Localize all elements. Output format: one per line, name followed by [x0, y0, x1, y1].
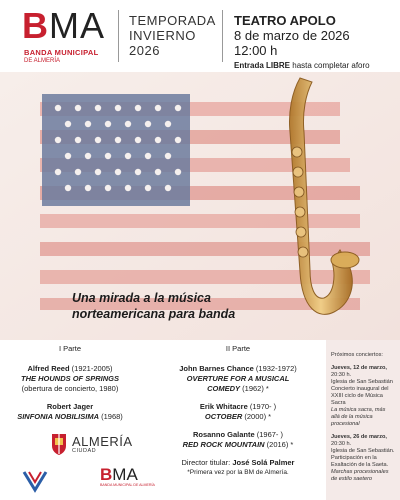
composer-name: Robert Jager [46, 402, 94, 411]
tagline [72, 290, 235, 322]
tagline-line: Una mirada a la música [72, 291, 211, 305]
composer-name: Erik Whitacre [199, 402, 248, 411]
event-date: Jueves, 26 de marzo, [331, 434, 387, 440]
venue-name: TEATRO APOLO [234, 13, 336, 28]
upcoming-event [331, 365, 395, 428]
work-title: COMEDY [207, 384, 241, 393]
program-part-1 [0, 344, 140, 430]
logo-subtitle: BANDA MUNICIPAL [24, 48, 99, 57]
work-title: THE HOUNDS OF SPRINGS [21, 374, 119, 383]
work-note: (1968) [99, 412, 123, 421]
season-line: TEMPORADA [129, 13, 216, 28]
event-place: Iglesia de San Sebastián. [331, 448, 395, 454]
concert-time: 12:00 h [234, 43, 278, 58]
director-name: José Solá Palmer [232, 458, 295, 467]
divider [118, 10, 119, 62]
part-title: I Parte [58, 344, 82, 353]
work-title: OVERTURE FOR A MUSICAL [186, 374, 290, 383]
almeria-ciudad: CIUDAD [72, 448, 97, 454]
entry-rest: hasta completar aforo [290, 61, 370, 70]
small-logo-text: BMA [100, 465, 138, 484]
partner-logo [18, 466, 52, 496]
composer-years: (1967- ) [254, 430, 284, 439]
tagline-line: norteamericana para banda [72, 307, 236, 321]
entry-free: Entrada LIBRE [234, 61, 291, 70]
header [0, 0, 400, 72]
upcoming-header: Próximos conciertos: [331, 352, 383, 358]
composer-years: (1970- ) [247, 402, 277, 411]
season-line: INVIERNO [129, 28, 196, 43]
concert-date: 8 de marzo de 2026 [234, 28, 350, 43]
part-title: II Parte [225, 344, 251, 353]
work-title: SINFONIA NOBILISIMA [17, 412, 100, 421]
director-label: Director titular: [181, 458, 233, 467]
work-title: RED ROCK MOUNTAIN [182, 440, 265, 449]
logo-subtitle-2: DE ALMERÍA [24, 58, 61, 64]
bma-small-logo [100, 465, 155, 496]
upcoming-concerts [326, 340, 400, 500]
divider [222, 10, 223, 62]
event-desc: Participación en la Exaltación de la Saeta. [331, 455, 389, 468]
work-title: OCTOBER [204, 412, 243, 421]
logo-text: BMA [22, 5, 105, 46]
event-time: 20:30 h. [331, 372, 352, 378]
program-work [168, 402, 308, 422]
event-date: Jueves, 12 de marzo, [331, 365, 387, 371]
upcoming-event [331, 434, 395, 483]
composer-name: Alfred Reed [27, 364, 70, 373]
program-work [168, 364, 308, 394]
event-time: 20:30 h. [331, 441, 352, 447]
event-title: La música sacra, más allá de la música procesional [331, 407, 386, 427]
almeria-city-logo [50, 432, 140, 458]
entry-info [234, 60, 370, 71]
almeria-wordmark: ALMERÍA [72, 434, 133, 449]
bma-logo [22, 5, 112, 64]
season-block [129, 13, 216, 58]
work-note: (2000) * [242, 412, 272, 421]
program-part-2 [168, 344, 308, 478]
coat-of-arms-icon [50, 432, 68, 456]
program-work [168, 430, 308, 450]
director [168, 458, 308, 468]
composer-name: Rosanno Galante [192, 430, 255, 439]
work-note: (1962) * [240, 384, 269, 393]
poster-artwork [0, 72, 400, 340]
venue-block [234, 13, 370, 71]
partner-v-icon [18, 466, 52, 496]
event-title: Marchas procesionales de estilo saetero [331, 469, 389, 482]
program-work [0, 402, 140, 422]
footnote: *Primera vez por la BM de Almería. [187, 469, 289, 476]
work-note: (obertura de concierto, 1980) [21, 384, 119, 393]
season-year: 2026 [129, 43, 160, 58]
work-note: (2016) * [264, 440, 294, 449]
composer-years: (1932-1972) [253, 364, 297, 373]
event-place: Iglesia de San Sebastián [331, 379, 393, 385]
program-work [0, 364, 140, 394]
small-logo-sub: BANDA MUNICIPAL DE ALMERÍA [100, 483, 155, 487]
composer-name: John Barnes Chance [179, 364, 254, 373]
event-desc: Concierto inaugural del XXIII ciclo de Música Sacra [331, 386, 389, 406]
composer-years: (1921-2005) [69, 364, 113, 373]
